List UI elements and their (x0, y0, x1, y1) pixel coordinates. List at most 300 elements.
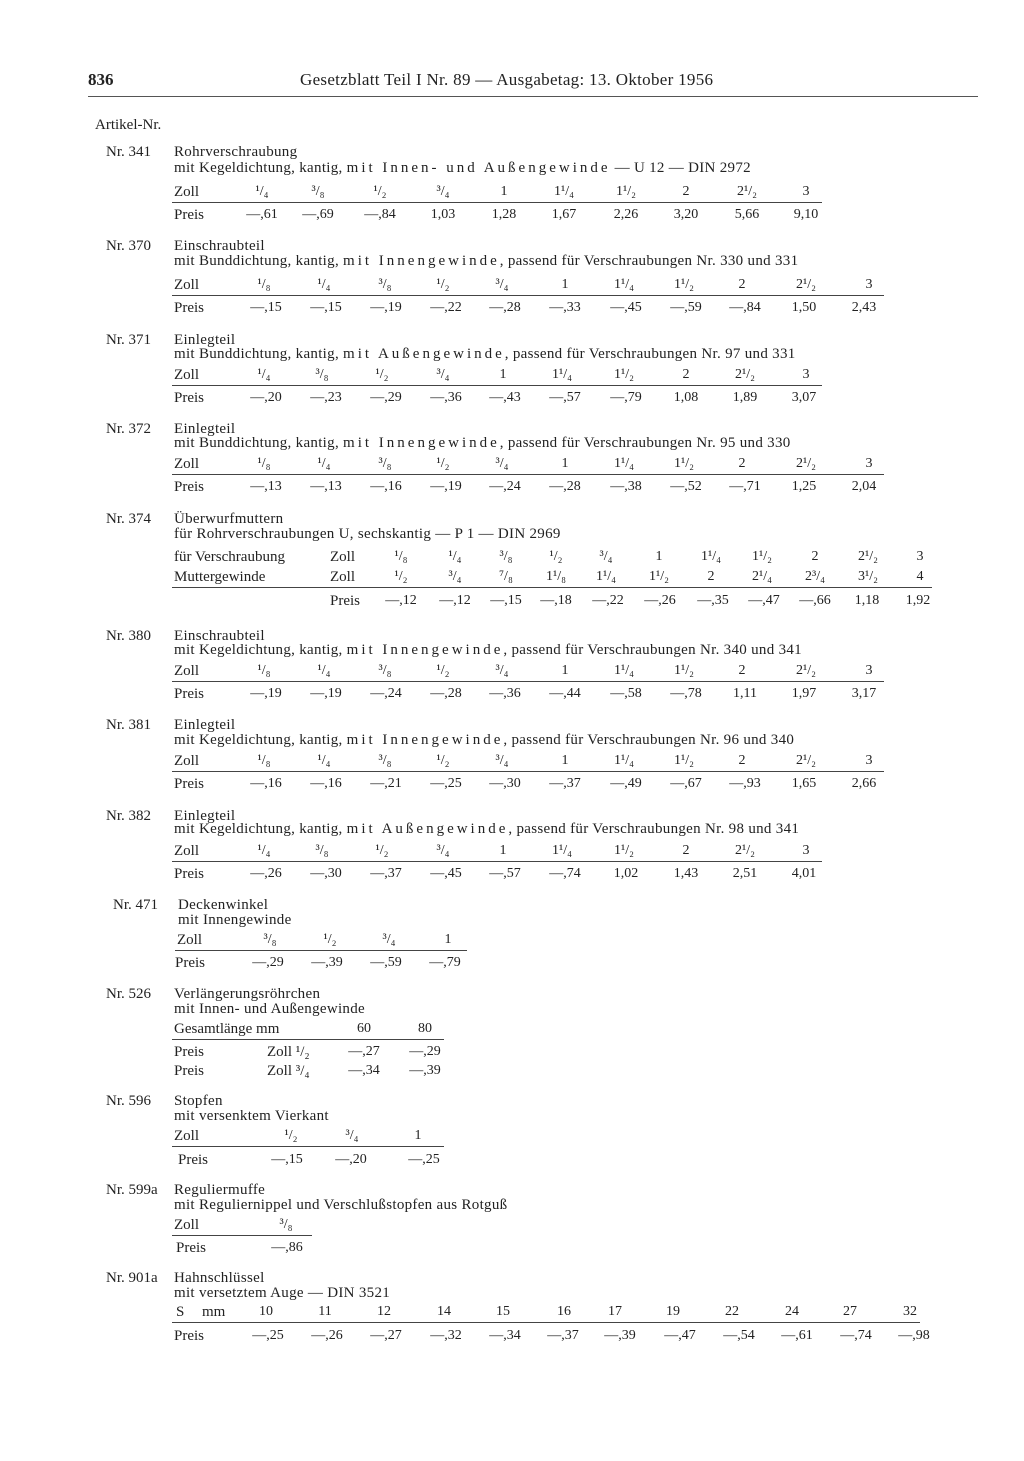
zoll-label: Zoll (174, 843, 199, 859)
preis-cell: 1,97 (791, 686, 817, 701)
zoll-cell: 2¹/₄ (752, 569, 772, 584)
entry-title: Deckenwinkel (178, 897, 269, 913)
preis-cell: —,47 (748, 593, 780, 608)
entry-description: mit Reguliernippel und Verschlußstopfen aus Rotguß (174, 1197, 508, 1213)
zoll-cell: 1¹/₄ (614, 753, 634, 768)
preis-cell: —,86 (271, 1240, 303, 1255)
preis-cell: —,79 (610, 390, 642, 405)
laenge-cell: 80 (418, 1021, 432, 1036)
zoll-row (0, 367, 1024, 385)
preis-cell: —,74 (549, 866, 581, 881)
preis-cell: —,12 (385, 593, 417, 608)
zoll-cell: ³/₄ (495, 753, 509, 768)
preis-cell: —,15 (250, 300, 282, 315)
size-cell: 17 (608, 1304, 622, 1319)
preis-label: Preis (174, 866, 204, 882)
preis-cell: —,24 (370, 686, 402, 701)
artikel-nr-label: Artikel-Nr. (95, 117, 162, 133)
zoll-cell: 1¹/₈ (546, 569, 566, 584)
preis-cell: —,26 (311, 1328, 343, 1343)
zoll-cell: ¹/₄ (317, 663, 331, 678)
preis-cell: —,57 (549, 390, 581, 405)
zoll-cell: 3 (865, 663, 873, 678)
preis-cell: —,71 (729, 479, 761, 494)
preis-cell: —,59 (670, 300, 702, 315)
preis-cell: —,32 (430, 1328, 462, 1343)
zoll-cell: ³/₈ (279, 1217, 293, 1232)
preis-cell: —,15 (271, 1152, 303, 1167)
zoll-cell: ¹/₈ (394, 549, 408, 564)
table-rule (172, 1322, 920, 1323)
preis-cell: —,27 (348, 1044, 380, 1059)
preis-cell: —,16 (250, 776, 282, 791)
zoll-row (0, 1128, 1024, 1146)
preis-cell: —,19 (310, 686, 342, 701)
zoll-cell: 1¹/₂ (674, 663, 694, 678)
entry-number: Nr. 371 (106, 332, 151, 348)
preis-cell: —,52 (670, 479, 702, 494)
preis-cell: 2,66 (851, 776, 877, 791)
zoll-cell: ¹/₂ (284, 1128, 298, 1143)
zoll-cell: ¹/₂ (373, 184, 387, 199)
verschraubung-label: für Verschraubung (174, 549, 285, 565)
zoll-cell: 2¹/₂ (858, 549, 878, 564)
preis-cell: —,12 (439, 593, 471, 608)
preis-row (0, 686, 1024, 704)
zoll-cell: ³/₄ (599, 549, 613, 564)
preis-cell: —,29 (370, 390, 402, 405)
preis-cell: 2,04 (851, 479, 877, 494)
zoll-label: Zoll (174, 663, 199, 679)
zoll-row (0, 1217, 1024, 1235)
preis-cell: —,19 (370, 300, 402, 315)
zoll-cell: ³/₄ (495, 456, 509, 471)
preis-cell: 2,26 (613, 207, 639, 222)
zoll-row (0, 456, 1024, 474)
entry-description: für Rohrverschraubungen U, sechskantig — P 1 — DIN 2969 (174, 526, 561, 542)
preis-cell: 3,17 (851, 686, 877, 701)
zoll-row (0, 932, 1024, 950)
zoll-cell: 2¹/₂ (796, 277, 816, 292)
preis-cell: 4,01 (791, 866, 817, 881)
zoll-label: Zoll (174, 456, 199, 472)
zoll-cell: ¹/₂ (436, 456, 450, 471)
size-cell: 12 (377, 1304, 391, 1319)
s-label: S (176, 1304, 185, 1320)
zoll-cell: 1¹/₂ (614, 367, 634, 382)
table-rule (172, 202, 822, 203)
preis-cell: 1,67 (551, 207, 577, 222)
zoll-cell: ³/₄ (436, 367, 450, 382)
page-number: 836 (88, 70, 114, 89)
zoll-label: Zoll (174, 1128, 199, 1144)
preis-cell: 1,08 (673, 390, 699, 405)
zoll-cell: 1¹/₂ (649, 569, 669, 584)
zoll-cell: ¹/₈ (257, 753, 271, 768)
entry-number: Nr. 526 (106, 986, 151, 1002)
zoll-cell: 2 (682, 184, 690, 199)
zoll-cell: 3 (802, 843, 810, 858)
zoll-row (0, 663, 1024, 681)
zoll-cell: ¹/₂ (436, 753, 450, 768)
zoll-cell: ¹/₈ (257, 456, 271, 471)
zoll-cell: ³/₄ (495, 277, 509, 292)
preis-cell: 5,66 (734, 207, 760, 222)
entry-title: Stopfen (174, 1093, 223, 1109)
preis-cell: 1,89 (732, 390, 758, 405)
zoll-cell: 1 (444, 932, 452, 947)
zoll-cell: 2¹/₂ (796, 663, 816, 678)
preis-cell: —,26 (644, 593, 676, 608)
preis-cell: 1,92 (905, 593, 931, 608)
zoll-cell: 3 (802, 184, 810, 199)
size-cell: 24 (785, 1304, 799, 1319)
zoll-cell: ¹/₄ (317, 277, 331, 292)
preis-cell: —,61 (246, 207, 278, 222)
zoll-cell: ³/₈ (263, 932, 277, 947)
preis-row (0, 390, 1024, 408)
zoll-cell: 1 (499, 843, 507, 858)
preis-cell: —,84 (729, 300, 761, 315)
preis-cell: —,43 (489, 390, 521, 405)
zoll-cell: 2 (738, 753, 746, 768)
zoll-cell: ¹/₈ (257, 663, 271, 678)
preis-cell: —,49 (610, 776, 642, 791)
zoll-row (0, 753, 1024, 771)
preis-cell: —,93 (729, 776, 761, 791)
preis-cell: —,16 (310, 776, 342, 791)
zoll-cell: 1¹/₄ (552, 843, 572, 858)
size-cell: 14 (437, 1304, 451, 1319)
zoll-cell: ³/₈ (315, 367, 329, 382)
preis-row (0, 593, 1024, 611)
preis-row (0, 1044, 1024, 1062)
preis-cell: —,37 (547, 1328, 579, 1343)
zoll-cell: 2 (738, 663, 746, 678)
zoll-cell: 1¹/₂ (674, 277, 694, 292)
size-cell: 15 (496, 1304, 510, 1319)
entry-description: mit Kegeldichtung, kantig, mit Innen- und Außengewinde — U 12 — DIN 2972 (174, 160, 751, 176)
preis-cell: 1,65 (791, 776, 817, 791)
preis-cell: —,45 (610, 300, 642, 315)
preis-cell: —,19 (430, 479, 462, 494)
header-rule (88, 96, 978, 97)
preis-cell: —,27 (370, 1328, 402, 1343)
zoll-cell: 1 (414, 1128, 422, 1143)
size-cell: 19 (666, 1304, 680, 1319)
zoll-label: Zoll (174, 184, 199, 200)
preis-label: Preis (174, 776, 204, 792)
entry-number: Nr. 341 (106, 144, 151, 160)
size-cell: 32 (903, 1304, 917, 1319)
preis-cell: —,59 (370, 955, 402, 970)
zoll-cell: 1 (655, 549, 663, 564)
zoll-cell: ¹/₂ (436, 663, 450, 678)
zoll-cell: ³/₈ (378, 753, 392, 768)
zoll-cell: 1¹/₄ (614, 663, 634, 678)
zoll-cell: 1 (561, 456, 569, 471)
size-cell: 10 (259, 1304, 273, 1319)
preis-row (0, 300, 1024, 318)
preis-label: Preis (174, 207, 204, 223)
entry-description: mit Bunddichtung, kantig, mit Außengewinde, passend für Verschraubungen Nr. 97 und 331 (174, 346, 796, 362)
preis-cell: —,39 (311, 955, 343, 970)
preis-cell: —,21 (370, 776, 402, 791)
zoll-row (0, 277, 1024, 295)
entry-title: Einschraubteil (174, 238, 265, 254)
zoll-cell: ¹/₄ (257, 843, 271, 858)
entry-number: Nr. 370 (106, 238, 151, 254)
zoll-cell: 1¹/₄ (701, 549, 721, 564)
page-title: Gesetzblatt Teil I Nr. 89 — Ausgabetag: 13. Oktober 1956 (300, 70, 714, 89)
preis-row (0, 1240, 1024, 1258)
preis-cell: —,15 (310, 300, 342, 315)
mm-label: mm (202, 1304, 226, 1320)
preis-cell: 1,28 (491, 207, 517, 222)
preis-cell: —,45 (430, 866, 462, 881)
zoll-cell: ⁷/₈ (499, 569, 513, 584)
preis-cell: —,25 (430, 776, 462, 791)
zoll-cell: ¹/₂ (323, 932, 337, 947)
zoll-cell: ¹/₂ (436, 277, 450, 292)
table-rule (172, 861, 822, 862)
preis-cell: —,57 (489, 866, 521, 881)
zoll-cell: ¹/₈ (257, 277, 271, 292)
preis-row (0, 207, 1024, 225)
zoll-row (0, 184, 1024, 202)
preis-cell: —,84 (364, 207, 396, 222)
zoll-cell: 2³/₄ (805, 569, 825, 584)
entry-description: mit versenktem Vierkant (174, 1108, 329, 1124)
entry-description: mit Innengewinde (178, 912, 292, 928)
entry-number: Nr. 599a (106, 1182, 158, 1198)
preis-cell: 2,51 (732, 866, 758, 881)
table-rule (172, 587, 932, 588)
entry-number: Nr. 471 (113, 897, 158, 913)
zoll-cell: ³/₈ (315, 843, 329, 858)
preis-cell: 1,03 (430, 207, 456, 222)
preis-label: Preis (176, 1240, 206, 1256)
entry-description: mit Bunddichtung, kantig, mit Innengewinde, passend für Verschraubungen Nr. 330 und 331 (174, 253, 799, 269)
preis-cell: —,20 (250, 390, 282, 405)
zoll-label: Zoll (174, 367, 199, 383)
laenge-row (0, 1021, 1024, 1039)
preis-cell: —,35 (697, 593, 729, 608)
preis-cell: —,22 (430, 300, 462, 315)
zoll-cell: 2 (682, 843, 690, 858)
preis-cell: —,22 (592, 593, 624, 608)
zoll-cell: 2 (682, 367, 690, 382)
preis-cell: —,39 (409, 1063, 441, 1078)
entry-title: Einlegteil (174, 808, 236, 824)
zoll-cell: ³/₈ (311, 184, 325, 199)
preis-row (0, 1328, 1024, 1346)
preis-cell: —,38 (610, 479, 642, 494)
zoll-cell: 2¹/₂ (796, 753, 816, 768)
preis-cell: —,28 (430, 686, 462, 701)
preis-cell: 2,43 (851, 300, 877, 315)
zoll-cell: 1 (500, 184, 508, 199)
preis-label: Preis (175, 955, 205, 971)
preis-cell: —,78 (670, 686, 702, 701)
zoll-cell: ¹/₂ (375, 843, 389, 858)
preis-cell: —,36 (430, 390, 462, 405)
preis-label: Preis (174, 1044, 204, 1060)
zoll-cell: 3¹/₂ (858, 569, 878, 584)
zoll-cell: 2 (738, 456, 746, 471)
zoll-cell: 1¹/₂ (614, 843, 634, 858)
entry-title: Verlängerungsröhrchen (174, 986, 321, 1002)
zoll-cell: 1¹/₄ (596, 569, 616, 584)
page-header (88, 70, 978, 96)
entry-title: Überwurfmuttern (174, 511, 284, 527)
preis-row (0, 866, 1024, 884)
preis-cell: —,54 (723, 1328, 755, 1343)
entry-title: Reguliermuffe (174, 1182, 266, 1198)
zoll-cell: ¹/₄ (448, 549, 462, 564)
preis-row (0, 955, 1024, 973)
preis-cell: 3,07 (791, 390, 817, 405)
zoll-label: Zoll (330, 569, 355, 585)
preis-cell: 9,10 (793, 207, 819, 222)
preis-cell: —,47 (664, 1328, 696, 1343)
preis-cell: —,39 (604, 1328, 636, 1343)
entry-title: Einlegteil (174, 332, 236, 348)
table-rule (172, 474, 884, 475)
preis-label: Preis (330, 593, 360, 609)
zoll-label: Zoll (177, 932, 202, 948)
preis-cell: —,26 (250, 866, 282, 881)
entry-description: mit Kegeldichtung, kantig, mit Innengewinde, passend für Verschraubungen Nr. 340 und 341 (174, 642, 802, 658)
zoll-cell: 3 (916, 549, 924, 564)
zoll-cell: ³/₈ (378, 456, 392, 471)
preis-cell: —,23 (310, 390, 342, 405)
preis-row (0, 1063, 1024, 1081)
size-cell: 27 (843, 1304, 857, 1319)
size-cell: 22 (725, 1304, 739, 1319)
zoll-cell: 2 (707, 569, 715, 584)
zoll-cell: ¹/₄ (317, 456, 331, 471)
preis-cell: —,16 (370, 479, 402, 494)
entry-title: Einlegteil (174, 717, 236, 733)
zoll-cell: 4 (916, 569, 924, 584)
preis-cell: —,79 (429, 955, 461, 970)
zoll-cell: 1¹/₄ (552, 367, 572, 382)
zoll-cell: 2¹/₂ (796, 456, 816, 471)
zoll-cell: ³/₄ (495, 663, 509, 678)
preis-cell: 1,11 (733, 686, 757, 701)
entry-title: Hahnschlüssel (174, 1270, 265, 1286)
zoll-cell: 1 (561, 753, 569, 768)
entry-number: Nr. 380 (106, 628, 151, 644)
zoll-cell: 3 (865, 456, 873, 471)
preis-cell: —,37 (370, 866, 402, 881)
preis-cell: —,13 (250, 479, 282, 494)
preis-row (0, 479, 1024, 497)
zoll-cell: 2¹/₂ (737, 184, 757, 199)
zoll-cell: 2 (738, 277, 746, 292)
zoll-cell: ¹/₄ (255, 184, 269, 199)
zoll-cell: ³/₄ (436, 184, 450, 199)
zoll-cell: 2 (811, 549, 819, 564)
preis-cell: —,74 (840, 1328, 872, 1343)
zoll-label: Zoll (174, 277, 199, 293)
entry-description: mit Bunddichtung, kantig, mit Innengewinde, passend für Verschraubungen Nr. 95 und 330 (174, 435, 791, 451)
preis-cell: —,61 (781, 1328, 813, 1343)
zoll-cell: 1¹/₂ (752, 549, 772, 564)
preis-label: Preis (178, 1152, 208, 1168)
preis-cell: —,36 (489, 686, 521, 701)
table-rule (172, 295, 884, 296)
zoll-size-label: Zoll ¹/₂ (267, 1044, 310, 1060)
entry-number: Nr. 382 (106, 808, 151, 824)
entry-description: mit Innen- und Außengewinde (174, 1001, 365, 1017)
zoll-label: Zoll (174, 753, 199, 769)
table-rule (172, 681, 884, 682)
muttergewinde-row (0, 569, 1024, 587)
preis-cell: —,13 (310, 479, 342, 494)
preis-cell: 1,43 (673, 866, 699, 881)
preis-cell: —,24 (489, 479, 521, 494)
entry-number: Nr. 381 (106, 717, 151, 733)
zoll-cell: ¹/₂ (375, 367, 389, 382)
preis-cell: 1,50 (791, 300, 817, 315)
zoll-cell: ³/₄ (436, 843, 450, 858)
entry-number: Nr. 901a (106, 1270, 158, 1286)
preis-cell: —,58 (610, 686, 642, 701)
zoll-cell: ³/₈ (378, 277, 392, 292)
zoll-cell: ³/₄ (382, 932, 396, 947)
zoll-cell: 1¹/₂ (674, 753, 694, 768)
preis-cell: —,25 (408, 1152, 440, 1167)
table-rule (172, 385, 822, 386)
preis-row (0, 1152, 1024, 1170)
table-rule (172, 1039, 444, 1040)
muttergewinde-label: Muttergewinde (174, 569, 266, 585)
zoll-cell: 3 (865, 277, 873, 292)
preis-label: Preis (174, 300, 204, 316)
entry-title: Einschraubteil (174, 628, 265, 644)
entry-title: Einlegteil (174, 421, 236, 437)
table-rule (172, 771, 884, 772)
zoll-label: Zoll (330, 549, 355, 565)
preis-cell: —,29 (409, 1044, 441, 1059)
preis-cell: —,29 (252, 955, 284, 970)
laenge-cell: 60 (357, 1021, 371, 1036)
preis-cell: 1,18 (854, 593, 880, 608)
zoll-size-label: Zoll ³/₄ (267, 1063, 310, 1079)
preis-cell: —,19 (250, 686, 282, 701)
preis-cell: —,33 (549, 300, 581, 315)
zoll-label: Zoll (174, 1217, 199, 1233)
preis-cell: —,20 (335, 1152, 367, 1167)
zoll-cell: 3 (865, 753, 873, 768)
preis-cell: 3,20 (673, 207, 699, 222)
zoll-cell: ³/₈ (378, 663, 392, 678)
preis-cell: —,28 (489, 300, 521, 315)
verschraubung-row (0, 549, 1024, 567)
zoll-cell: 1¹/₄ (614, 456, 634, 471)
zoll-cell: 1 (499, 367, 507, 382)
preis-cell: 1,25 (791, 479, 817, 494)
zoll-cell: 1 (561, 277, 569, 292)
size-cell: 16 (557, 1304, 571, 1319)
entry-description: mit Kegeldichtung, kantig, mit Innengewinde, passend für Verschraubungen Nr. 96 und 340 (174, 732, 795, 748)
zoll-cell: 1¹/₂ (616, 184, 636, 199)
entry-title: Rohrverschraubung (174, 144, 298, 160)
zoll-cell: 1¹/₄ (554, 184, 574, 199)
entry-number: Nr. 596 (106, 1093, 151, 1109)
